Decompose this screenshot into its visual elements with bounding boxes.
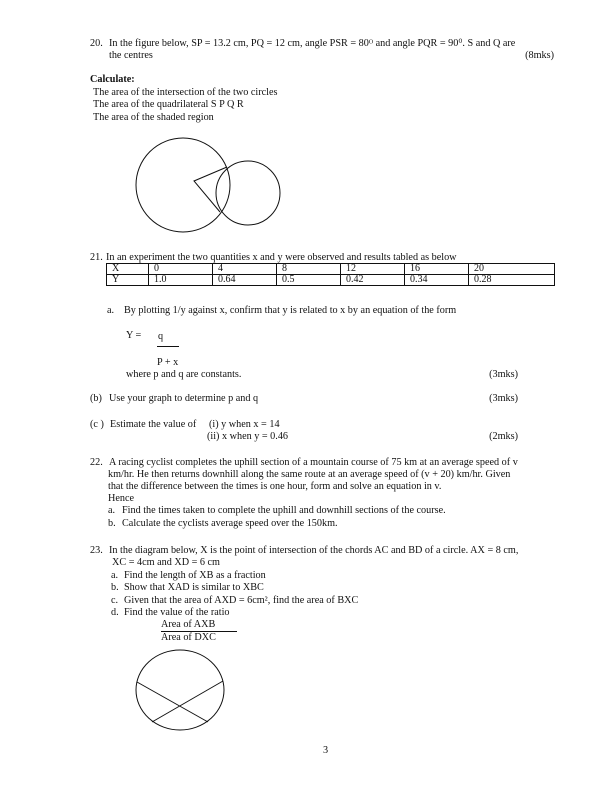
q23b-label: b.	[111, 582, 119, 593]
q20-item-2: The area of the quadrilateral S P Q R	[93, 99, 244, 110]
q22-line2: km/hr. He then returns downhill along the same route at an average speed of (v + 20) km/hr. Given	[108, 469, 511, 480]
q22-line4: Hence	[108, 493, 135, 504]
q23d-label: d.	[111, 607, 119, 618]
q21a-marks: (3mks)	[489, 369, 518, 380]
q23d-text: Find the value of the ratio	[124, 607, 230, 618]
xy-data-table	[106, 263, 555, 286]
table-cell: 16	[405, 264, 469, 275]
table-cell: 1.0	[149, 275, 213, 286]
q22b-label: b.	[108, 518, 116, 529]
q21b-text: Use your graph to determine p and q	[109, 393, 259, 404]
table-cell: 0.42	[341, 275, 405, 286]
q22-line1: A racing cyclist completes the uphill section of a mountain course of 75 km at an average speed of v	[109, 457, 518, 468]
q21-intro: In an experiment the two quantities x and y were observed and results tabled as below	[106, 252, 457, 263]
ratio-numerator: Area of AXB	[161, 619, 216, 630]
q23a-text: Find the length of XB as a fraction	[124, 570, 266, 581]
q21a-where: where p and q are constants.	[126, 369, 242, 380]
table-cell: 0	[149, 264, 213, 275]
table-cell: 8	[277, 264, 341, 275]
q23a-label: a.	[111, 570, 119, 581]
table-cell: X	[107, 264, 149, 275]
table-cell: 0.5	[277, 275, 341, 286]
q20-number: 20.	[90, 38, 103, 49]
q21a-text: By plotting 1/y against x, confirm that y is related to x by an equation of the form	[124, 305, 457, 316]
table-cell: 12	[341, 264, 405, 275]
equation-lhs: Y =	[126, 330, 142, 341]
q21c-text: Estimate the value of	[110, 419, 197, 430]
q23-number: 23.	[90, 545, 103, 556]
q22b-text: Calculate the cyclists average speed over the 150km.	[122, 518, 338, 529]
q22-line3: that the difference between the times is one hour, form and solve an equation in v.	[108, 481, 442, 492]
q22a-text: Find the times taken to complete the uphill and downhill sections of the course.	[122, 505, 446, 516]
q21c-label: (c )	[90, 419, 104, 430]
q21c-ii: (ii) x when y = 0.46	[207, 431, 289, 442]
table-cell: Y	[107, 275, 149, 286]
table-cell: 20	[469, 264, 555, 275]
page-number: 3	[323, 745, 329, 756]
q21a-label: a.	[107, 305, 115, 316]
q23c-text: Given that the area of AXD = 6cm², find the area of BXC	[124, 595, 359, 606]
q22-number: 22.	[90, 457, 103, 468]
two-intersecting-circles-icon	[120, 130, 300, 240]
table-row-x	[107, 264, 555, 275]
q20-item-3: The area of the shaded region	[93, 112, 214, 123]
ratio-denominator: Area of DXC	[161, 632, 216, 643]
calculate-heading: Calculate:	[90, 74, 135, 85]
q21c-i: (i) y when x = 14	[209, 419, 280, 430]
q21c-marks: (2mks)	[489, 431, 518, 442]
q21-number: 21.	[90, 252, 103, 263]
table-cell: 4	[213, 264, 277, 275]
q20-marks: (8mks)	[525, 50, 554, 61]
q20-text-line1: In the figure below, SP = 13.2 cm, PQ = 12 cm, angle PSR = 80ᴼ and angle PQR = 90⁰. S and Q are	[109, 38, 516, 49]
table-cell: 0.64	[213, 275, 277, 286]
q20-item-1: The area of the intersection of the two circles	[93, 87, 278, 98]
q22a-label: a.	[108, 505, 116, 516]
table-cell: 0.34	[405, 275, 469, 286]
equation-numerator: q	[158, 331, 164, 342]
circle-with-crossing-chords-icon	[120, 640, 240, 740]
fraction-bar	[157, 346, 179, 347]
table-cell: 0.28	[469, 275, 555, 286]
table-row-y	[107, 275, 555, 286]
q21b-marks: (3mks)	[489, 393, 518, 404]
q21b-label: (b)	[90, 393, 102, 404]
q23-line1: In the diagram below, X is the point of intersection of the chords AC and BD of a circle. AX = 8 cm,	[109, 545, 519, 556]
q23c-label: c.	[111, 595, 119, 606]
q23-line2: XC = 4cm and XD = 6 cm	[112, 557, 220, 568]
q23b-text: Show that XAD is similar to XBC	[124, 582, 264, 593]
equation-denominator: P + x	[157, 357, 179, 368]
q20-text-line2: the centres	[109, 50, 153, 61]
